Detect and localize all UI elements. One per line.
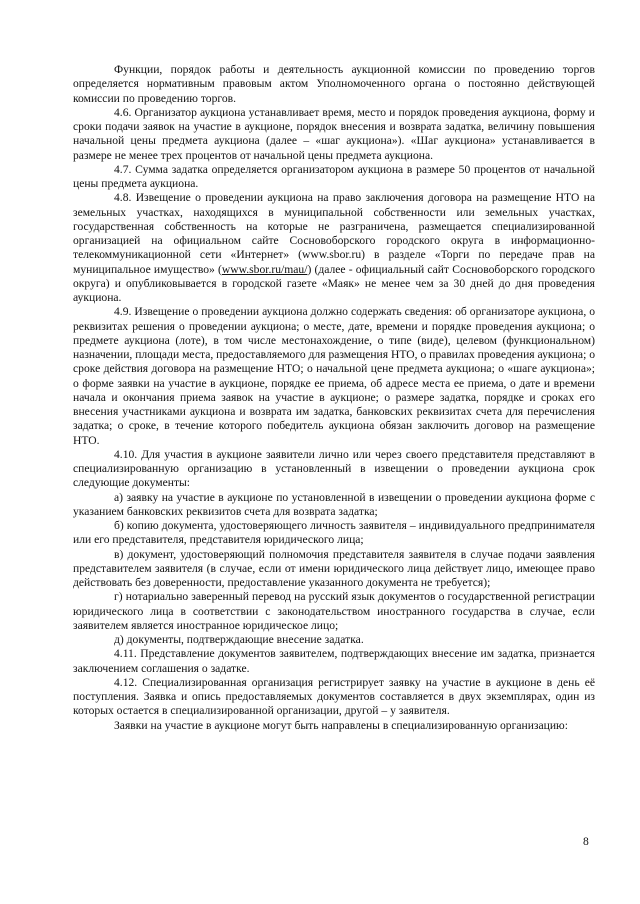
- paragraph-4-10: 4.10. Для участия в аукционе заявители лично или через своего представителя представляют в специализированную организацию в установленный в извещении о проведении аукциона срок следующие документы:: [73, 447, 595, 490]
- paragraph-commission-functions: Функции, порядок работы и деятельность аукционной комиссии по проведению торгов определяется нормативным правовым актом Уполномоченного органа о постоянно действующей комиссии по проведению торгов.: [73, 63, 595, 105]
- paragraph-4-8-text-start: 4.8. Извещение о проведении аукциона на право заключения договора на размещение НТО на земельных участках, находящихся в муниципальной собственности или земельных участках, государственная собственность на которые не разграничена, размещается специализированной организацией на официальном сайте Сосновоборского городского округа в информационно-телекоммуникационной сети «Интернет» (www.sbor.ru) в разделе «Торги по передаче прав на муниципальное имущество» (: [73, 191, 595, 276]
- paragraph-4-8-text-end: ) (далее - официальный сайт Сосновоборского городского округа) и опубликовывается в городской газете «Маяк» не менее чем за 30 дней до дня проведения аукциона.: [73, 262, 595, 304]
- mau-site-link[interactable]: www.sbor.ru/mau/: [221, 262, 308, 276]
- list-item-v: в) документ, удостоверяющий полномочия представителя заявителя в случае подачи заявления представителем заявителя (в случае, если от имени юридического лица действует лицо, имеющее право действовать без доверенности, предоставление указанного документа не требуется);: [73, 547, 595, 589]
- list-item-a: а) заявку на участие в аукционе по установленной в извещении о проведении аукциона форме с указанием банковских реквизитов счета для возврата задатка;: [73, 490, 595, 518]
- paragraph-4-12: 4.12. Специализированная организация регистрирует заявку на участие в аукционе в день её поступления. Заявка и опись предоставляемых документов составляется в двух экземплярах, один из которых остается в специализированной организации, другой – у заявителя.: [73, 675, 595, 718]
- paragraph-applications: Заявки на участие в аукционе могут быть направлены в специализированную организацию:: [114, 718, 568, 732]
- list-item-d: д) документы, подтверждающие внесение задатка.: [114, 633, 364, 646]
- document-body: [73, 63, 595, 733]
- paragraph-4-9: 4.9. Извещение о проведении аукциона должно содержать сведения: об организаторе аукциона, о реквизитах решения о проведении аукциона; о месте, дате, времени и порядке проведения аукциона; о предмете аукциона (лоте), в том числе местонахождение, о типе (виде), целевом (функциональном) назначении, площади места, предоставляемого для размещения НТО, о правилах проведения аукциона; о сроке действия договора на размещение НТО; о начальной цене предмета аукциона; о «шаге аукциона»; о форме заявки на участие в аукционе, порядке ее приема, об адресе места ее приема, о дате и времени начала и окончания приема заявок на участие в аукционе; о размере задатка, порядке и сроках его внесения участниками аукциона и возврата им задатка, банковских реквизитах счета для перечисления задатка; о сроке, в течение которого победитель аукциона обязан заключить договор на размещение НТО.: [73, 305, 595, 447]
- list-item-g: г) нотариально заверенный перевод на русский язык документов о государственной регистрации юридического лица в соответствии с законодательством иностранного государства в случае, если заявителем является иностранное юридическое лицо;: [73, 590, 595, 632]
- paragraph-4-11: 4.11. Представление документов заявителем, подтверждающих внесение им задатка, признается заключением соглашения о задатке.: [73, 647, 595, 675]
- page-number: 8: [583, 835, 589, 848]
- paragraph-4-6: 4.6. Организатор аукциона устанавливает время, место и порядок проведения аукциона, форму и сроки подачи заявок на участие в аукционе, порядок внесения и возврата задатка, величину повышения начальной цены предмета аукциона (далее – «шаг аукциона»). «Шаг аукциона» устанавливается в размере не менее трех процентов от начальной цены предмета аукциона.: [73, 105, 595, 162]
- paragraph-4-7: 4.7. Сумма задатка определяется организатором аукциона в размере 50 процентов от начальной цены предмета аукциона.: [73, 162, 595, 190]
- list-item-b: б) копию документа, удостоверяющего личность заявителя – индивидуального предпринимателя или его представителя, представителя юридического лица;: [73, 519, 595, 547]
- paragraph-4-8: [73, 191, 595, 305]
